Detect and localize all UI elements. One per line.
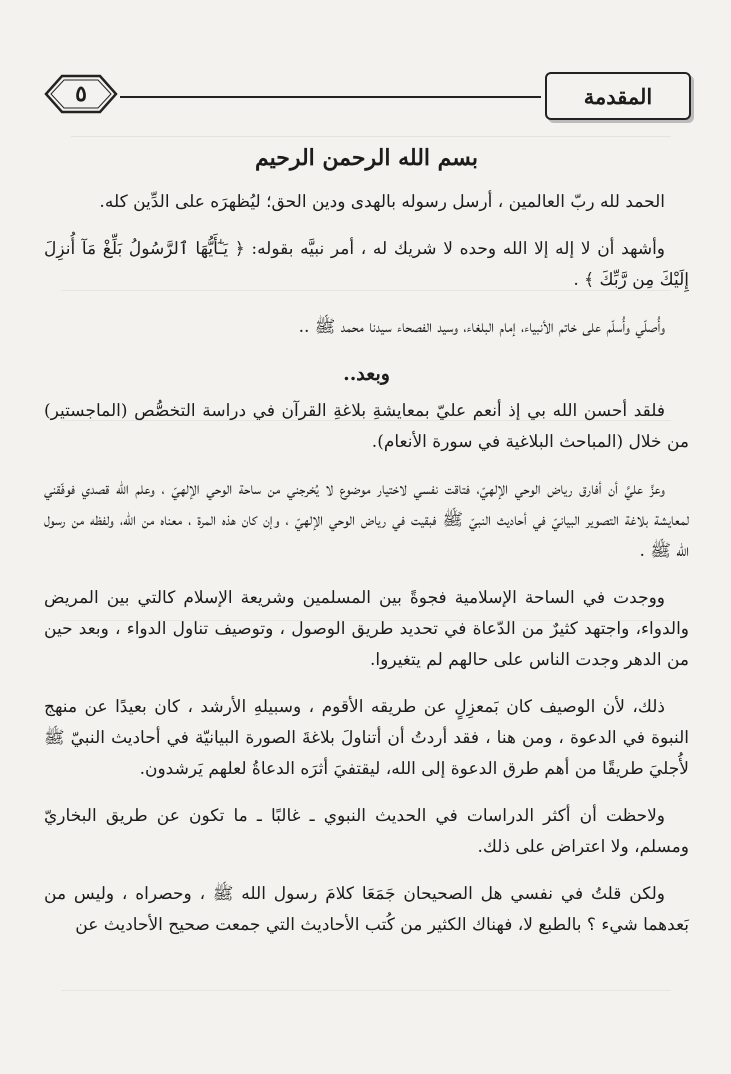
chapter-title: المقدمة: [545, 72, 691, 120]
section-transition: وبعد..: [343, 363, 390, 385]
page-number-badge: [40, 72, 122, 116]
basmala-heading: بسم الله الرحمن الرحيم: [254, 145, 479, 171]
paragraph: ولكن قلتُ في نفسي هل الصحيحان جَمَعَا كلامَ رسول الله ﷺ ، وحصراه ، وليس من بَعدهما شيء ؟ بالطبع لا، فهناك الكثير من كُتب الأحاديث التي جمعت صحيح الأحاديث عن: [44, 884, 689, 935]
paragraph: الحمد لله ربّ العالمين ، أرسل رسوله بالهدى ودين الحق؛ ليُظهرَه على الدِّين كله.: [99, 192, 665, 212]
paragraph: وأشهد أن لا إله إلا الله وحده لا شريك له ، أمر نبيَّه بقوله: ﴿ يَـٰٓأَيُّهَا ٱلرَّسُولُ بَلِّغْ مَآ أُنزِلَ إِلَيْكَ مِن رَّبِّكَ ﴾ .: [44, 239, 689, 290]
page-header: [40, 62, 691, 132]
page-number: ٥: [75, 81, 87, 107]
header-rule: [120, 96, 541, 98]
paragraph: وعزَّ عليَّ أن أفارق رياض الوحي الإلهيّ، فتاقت نفسي لاختيار موضوع لا يُخرجني من ساحة الوحي الإلهيّ ، وعلم الله قصدي فوفّقني لمعايشة بلاغة التصوير البيانيّ في أحاديث النبيّ ﷺ فبقيت في رياض الوحي الإلهيّ ، وإن كان هذه المرة ، معناه من الله، ولفظه من رسول الله ﷺ .: [44, 479, 689, 561]
page-body: [44, 145, 689, 957]
paragraph: وأُصلّي وأُسلّم على خاتم الأنبياء، إمام البلغاء، وسيد الفصحاء سيدنا محمد ﷺ ..: [298, 317, 665, 337]
paragraph: ولاحظت أن أكثر الدراسات في الحديث النبوي ـ غالبًا ـ ما تكون عن طريق البخاريّ ومسلم، ولا اعتراض على ذلك.: [44, 806, 689, 857]
paragraph: فلقد أحسن الله بي إذ أنعم عليّ بمعايشةِ بلاغةِ القرآن في دراسة التخصُّص (الماجستير) من خلال (المباحث البلاغية في سورة الأنعام).: [44, 401, 689, 452]
paragraph: ووجدت في الساحة الإسلامية فجوةً بين المسلمين وشريعة الإسلام كالتي بين المريض والدواء، واجتهد كثيرٌ من الدّعاة في تحديد طريق الوصول ، وتوصيف تناول الدواء ، وبعد حين من الدهر وجدت الناس على حالهم لم يتغيروا.: [44, 588, 689, 670]
paragraph: ذلك، لأن الوصيف كان بَمعزِلٍ عن طريقه الأقوم ، وسبيلهِ الأرشد ، كان بعيدًا عن منهج النبوة في الدعوة ، ومن هنا ، فقد أردتُ أن أتناولَ بلاغةَ الصورة البيانيّة في أحاديث النبيّ ﷺ لأُجليَ طريقًا من أهم طرق الدعوة إلى الله، ليقتفيَ أثرَه الدعاةُ لعلهم يَرشدون.: [44, 697, 689, 779]
